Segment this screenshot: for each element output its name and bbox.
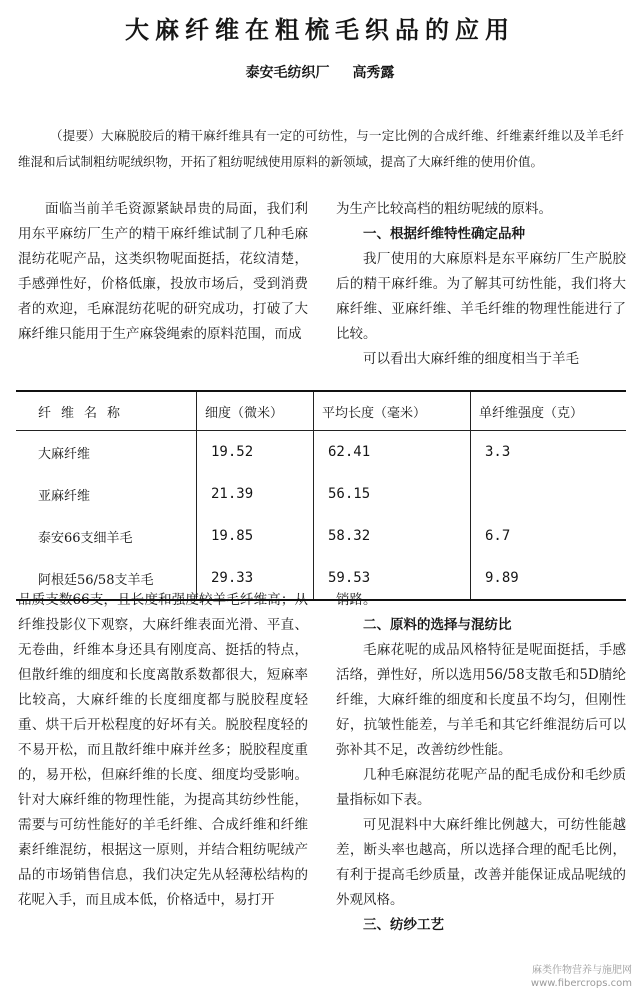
- table-row: [16, 515, 626, 557]
- column-header-strength: 单纤维强度（克）: [471, 391, 627, 431]
- section-2-paragraph-3: 可见混料中大麻纤维比例越大，可纺性能越差，断头率也越高，所以选择合理的配毛比例，有利于提高毛纱质量，改善并能保证成品呢绒的外观风格。: [336, 817, 626, 908]
- strength-cell: 3.3: [485, 444, 511, 460]
- watermark-title: 麻类作物营养与施肥网: [532, 965, 632, 976]
- author-name: 高秀露: [352, 65, 395, 81]
- watermark: [531, 964, 632, 990]
- section-2-paragraph-2: 几种毛麻混纺花呢产品的配毛成份和毛纱质量指标如下表。: [336, 767, 626, 808]
- column-header-fiber-name: 纤维名称: [16, 391, 197, 431]
- column-left-top: [18, 197, 308, 347]
- table-row: [16, 473, 626, 515]
- column-right-bottom: [336, 588, 626, 938]
- section-2-paragraph-1: 毛麻花呢的成品风格特征是呢面挺括，手感活络，弹性好，所以选用56/58支散毛和5D腈纶纤维，大麻纤维的细度和长度虽不均匀，但刚性好，抗皱性能差，与羊毛和其它纤维混纺后可以弥补其不足，改善纺纱性能。: [336, 642, 626, 758]
- length-cell: 59.53: [314, 557, 471, 600]
- fiber-analysis-paragraph: 品质支数66支，且长度和强度较羊毛纤维高；从纤维投影仪下观察，大麻纤维表面光滑、平直、无卷曲，纤维本身还具有刚度高、挺括的特点，但散纤维的细度和长度离散系数都很大，短麻率比较高，大麻纤维的长度细度都与脱胶程度轻重、烘干后开松程度的好坏有关。脱胶程度轻的不易开松，而且散纤维中麻并丝多；脱胶程度重的，易开松，但麻纤维的长度、细度均受影响。针对大麻纤维的物理性能，为提高其纺纱性能，需要与可纺性能好的羊毛纤维、合成纤维和纤维素纤维混纺，根据这一原则，并结合粗纺呢绒产品的市场销售信息，我们决定先从轻薄松结构的花呢入手，而且成本低，价格适中，易打开: [18, 592, 308, 908]
- fiber-properties-table: [16, 390, 626, 601]
- fiber-name-cell: 亚麻纤维: [16, 473, 197, 515]
- length-cell: 62.41: [314, 431, 471, 474]
- fiber-analysis-paragraph-continued: 销路。: [336, 592, 377, 608]
- fiber-name-cell: 泰安66支细羊毛: [16, 515, 197, 557]
- section-heading-2: 二、原料的选择与混纺比: [363, 617, 512, 633]
- byline: [0, 62, 640, 82]
- section-1-paragraph-2: 可以看出大麻纤维的细度相当于羊毛: [363, 351, 579, 367]
- table-header-row: [16, 391, 626, 431]
- fineness-cell: 21.39: [197, 473, 314, 515]
- column-header-fineness: 细度（微米）: [197, 391, 314, 431]
- fiber-name-cell: 大麻纤维: [16, 431, 197, 474]
- article-title: 大麻纤维在粗梳毛织品的应用: [125, 15, 515, 44]
- strength-cell: [471, 473, 627, 515]
- author-organization: 泰安毛纺织厂: [245, 65, 330, 81]
- strength-cell: 6.7: [485, 528, 511, 544]
- column-header-length: 平均长度（毫米）: [314, 391, 471, 431]
- section-heading-1: 一、根据纤维特性确定品种: [363, 226, 525, 242]
- table-row: [16, 431, 626, 474]
- length-cell: 58.32: [314, 515, 471, 557]
- abstract: （提要）大麻脱胶后的精干麻纤维具有一定的可纺性，与一定比例的合成纤维、纤维素纤维以及羊毛纤维混和后试制粗纺呢绒织物，开拓了粗纺呢绒使用原料的新领域，提高了大麻纤维的使用价值。: [18, 127, 624, 169]
- section-1-paragraph-1: 我厂使用的大麻原料是东平麻纺厂生产脱胶后的精干麻纤维。为了解其可纺性能，我们将大麻纤维、亚麻纤维、羊毛纤维的物理性能进行了比较。: [336, 251, 626, 342]
- column-right-top: [336, 197, 626, 372]
- intro-paragraph: 面临当前羊毛资源紧缺昂贵的局面，我们利用东平麻纺厂生产的精干麻纤维试制了几种毛麻混纺花呢产品，这类织物呢面挺括，花纹清楚，手感弹性好，价格低廉，投放市场后，受到消费者的欢迎，毛麻混纺花呢的研究成功，打破了大麻纤维只能用于生产麻袋绳索的原料范围，而成: [18, 201, 308, 342]
- column-left-bottom: [18, 588, 308, 913]
- section-heading-3: 三、纺纱工艺: [363, 917, 444, 933]
- fineness-cell: 29.33: [197, 557, 314, 600]
- strength-cell: 9.89: [485, 570, 519, 586]
- fineness-cell: 19.85: [197, 515, 314, 557]
- watermark-url: www.fibercrops.com: [530, 978, 632, 989]
- length-cell: 56.15: [314, 473, 471, 515]
- fiber-name-cell: 阿根廷56/58支羊毛: [16, 557, 197, 600]
- intro-paragraph-continued: 为生产比较高档的粗纺呢绒的原料。: [336, 201, 552, 217]
- fineness-cell: 19.52: [197, 431, 314, 474]
